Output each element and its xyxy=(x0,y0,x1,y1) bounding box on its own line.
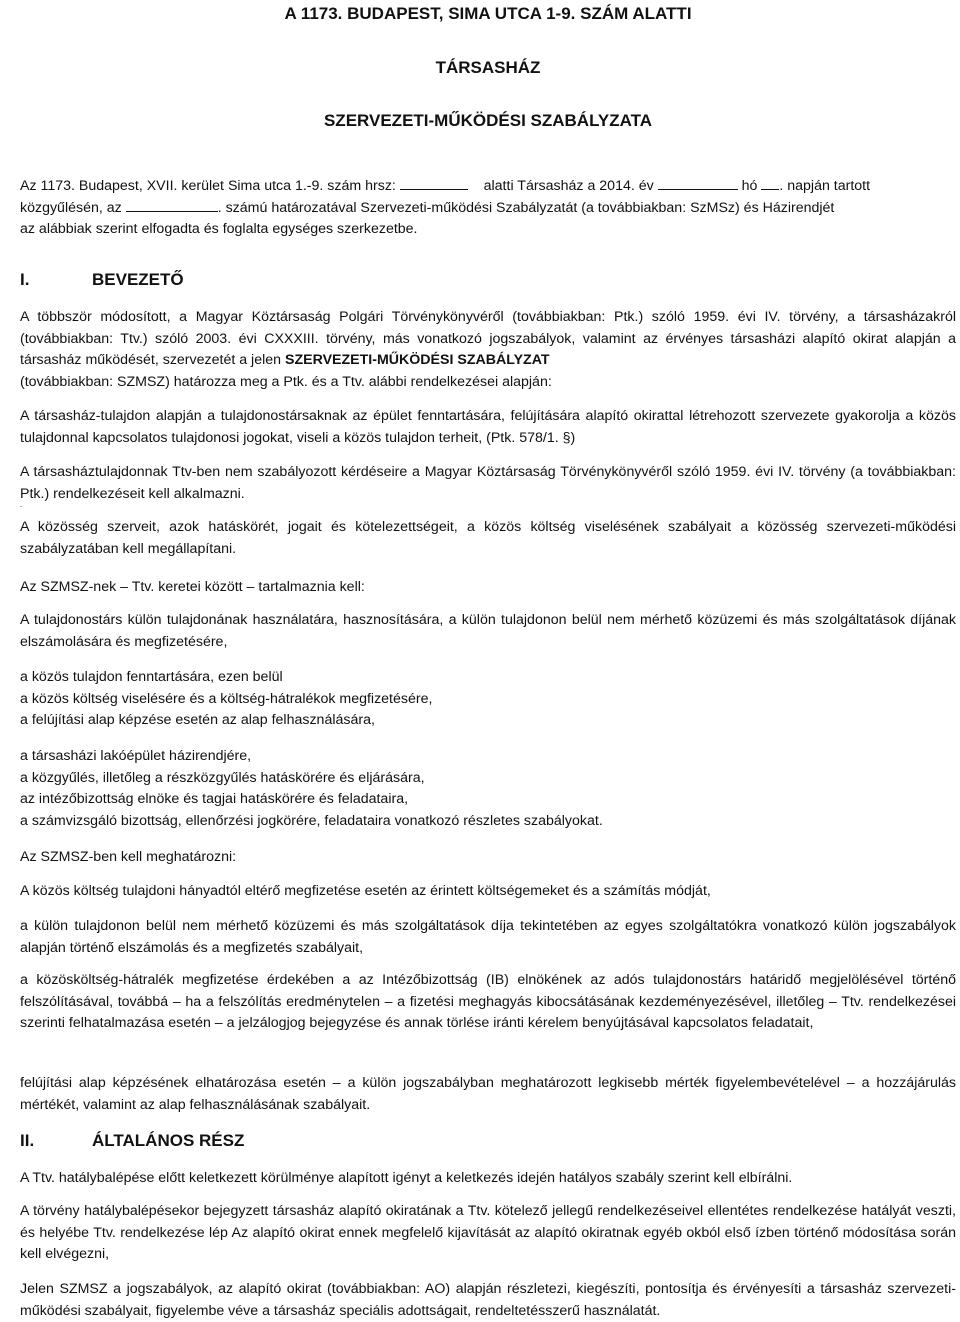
paragraph-founding-document: A törvény hatálybalépésekor bejegyzett társasház alapító okiratának a Ttv. kötelező jellegű rendelkezéseivel ellentétes rendelkezése hatályát veszti, és helyébe Ttv. rendelkezése lép Az alapító okirat ennek megfelelő kijavítását az alapító okiratnak egyéb okból első ízben történő módosítása során kell elvégezni, xyxy=(20,1203,956,1262)
intro-text-e: közgyűlésén, az xyxy=(20,199,122,216)
legal-basis-text-end: (továbbiakban: SZMSZ) határozza meg a Ptk. és a Ttv. alábbi rendelkezései alapján: xyxy=(20,373,552,390)
list-maintenance xyxy=(20,667,956,732)
section-1-title: BEVEZETŐ xyxy=(92,270,184,289)
resolution-number-blank xyxy=(126,199,218,212)
paragraph-separate-property: A tulajdonostárs külön tulajdonának használatára, hasznosítására, a külön tulajdonon belül nem mérhető közüzemi és más szolgáltatások díjának elszámolására és megfizetésére, xyxy=(20,612,956,650)
section-2-heading xyxy=(20,1131,244,1151)
paragraph-utility-billing: a külön tulajdonon belül nem mérhető közüzemi és más szolgáltatások díja tekintetében az egyes szolgáltatókra vonatkozó külön jogszabályok alapján történő elszámolás és a megfizetés szabályait, xyxy=(20,918,956,956)
document-title-line-3: SZERVEZETI-MŰKÖDÉSI SZABÁLYZATA xyxy=(323,111,653,130)
section-1-number: I. xyxy=(20,270,30,289)
list-item: az intézőbizottság elnöke és tagjai hatáskörére és feladataira, xyxy=(20,791,409,807)
intro-text-c: hó xyxy=(741,178,758,194)
list-item: a közös tulajdon fenntartására, ezen belül xyxy=(20,669,283,685)
hrsz-blank xyxy=(400,177,468,190)
section-1-heading xyxy=(20,270,184,290)
legal-basis-text: A többször módosított, a Magyar Köztársaság Polgári Törvénykönyvéről (továbbiakban: Ptk.) szóló 1959. évi IV. törvény, a társasházakról (továbbiakban: Ttv.) szóló 2003. évi CXXXIII. törvény, más vonatkozó jogszabályok, valamint az érvényes társasházi alapító okirat alapján a társasház működését, szervezetét a jelen xyxy=(20,309,956,368)
paragraph-szmsz-scope: Jelen SZMSZ a jogszabályok, az alapító okirat (továbbiakban: AO) alapján részletezi, kiegészíti, pontosítja és érvényesíti a társasház szervezeti-működési szabályait, figyelembe véve a társasház speciális adottságait, rendeltetésszerű használatát. xyxy=(20,1281,956,1319)
intro-text-g: az alábbiak szerint elfogadta és foglalta egységes szerkezetbe. xyxy=(20,221,418,237)
intro-text-f: . számú határozatával Szervezeti-működési Szabályzatát (a továbbiakban: SzMSz) és Házirendjét xyxy=(217,199,835,216)
section-2-title: ÁLTALÁNOS RÉSZ xyxy=(92,1131,245,1150)
intro-text-d: . napján tartott xyxy=(779,178,871,194)
paragraph-ttv-effect: A Ttv. hatálybalépése előtt keletkezett körülménye alapított igényt a keletkezés idején hatályos szabály szerint kell elbírálni. xyxy=(20,1170,793,1186)
day-blank xyxy=(761,177,779,190)
paragraph-szmsz-define-intro: Az SZMSZ-ben kell meghatározni: xyxy=(20,849,237,865)
paragraph-ptk-application: A társasháztulajdonnak Ttv-ben nem szabályozott kérdéseire a Magyar Köztársaság Törvénykönyvéről szóló 1959. évi IV. törvény (a továbbiakban: Ptk.) rendelkezéseit kell alkalmazni. xyxy=(20,464,956,502)
paragraph-community-organs: A közösség szerveit, azok hatáskörét, jogait és kötelezettségeit, a közös költség viselésének szabályait a közösség szervezeti-működési szabályzatában kell megállapítani. xyxy=(20,519,956,557)
document-title-line-2: TÁRSASHÁZ xyxy=(435,58,541,77)
intro-text-b: alatti Társasház a 2014. év xyxy=(483,178,654,194)
month-blank xyxy=(658,177,738,190)
paragraph-renovation-fund: felújítási alap képzésének elhatározása esetén – a külön jogszabályban meghatározott legkisebb mérték figyelembevételével – a hozzájárulás mértékét, valamint az alap felhasználásának szabályait. xyxy=(20,1075,956,1113)
paragraph-common-cost-share: A közös költség tulajdoni hányadtól eltérő megfizetése esetén az érintett költségemeket és a számítás módját, xyxy=(20,883,711,899)
list-item: a közös költség viselésére és a költség-hátralékok megfizetésére, xyxy=(20,690,433,707)
list-item: a közgyűlés, illetőleg a részközgyűlés hatáskörére és eljárására, xyxy=(20,769,425,786)
paragraph-szmsz-contents-intro: Az SZMSZ-nek – Ttv. keretei között – tartalmaznia kell: xyxy=(20,579,365,595)
intro-text-a: Az 1173. Budapest, XVII. kerület Sima utca 1.-9. szám hrsz: xyxy=(20,178,396,194)
legal-basis-bold-title: SZERVEZETI-MŰKÖDÉSI SZABÁLYZAT xyxy=(284,352,550,368)
document-title-line-1: A 1173. BUDAPEST, SIMA UTCA 1-9. SZÁM ALATTI xyxy=(284,4,692,23)
list-item: a társasházi lakóépület házirendjére, xyxy=(20,748,252,764)
intro-paragraph xyxy=(20,176,956,241)
paragraph-legal-basis xyxy=(20,307,956,393)
list-item: a felújítási alap képzése esetén az alap felhasználására, xyxy=(20,712,375,728)
paragraph-arrears-collection: a közösköltség-hátralék megfizetése érdekében a az Intézőbizottság (IB) elnökének az adós tulajdonostárs határidő megjelölésével történő felszólításával, továbbá – ha a felszólítás eredménytelen – a fizetési meghagyás kibocsátásának kezdeményezésével, illetőleg – Ttv. rendelkezései szerinti felhatalmazása esetén – a jelzálogjog bejegyzése és annak törlése iránti kérelem benyújtásával kapcsolatos feladatait, xyxy=(20,972,956,1031)
stray-dot: . xyxy=(20,500,23,509)
paragraph-condominium-ownership: A társasház-tulajdon alapján a tulajdonostársaknak az épület fenntartására, felújítására alapító okirattal létrehozott szervezete gyakorolja a közös tulajdonnal kapcsolatos tulajdonosi jogokat, viseli a közös tulajdon terheit, (Ptk. 578/1. §) xyxy=(20,408,956,446)
section-2-number: II. xyxy=(20,1131,35,1150)
list-governance xyxy=(20,746,956,832)
list-item: a számvizsgáló bizottság, ellenőrzési jogkörére, feladataira vonatkozó részletes szabályokat. xyxy=(20,812,603,829)
